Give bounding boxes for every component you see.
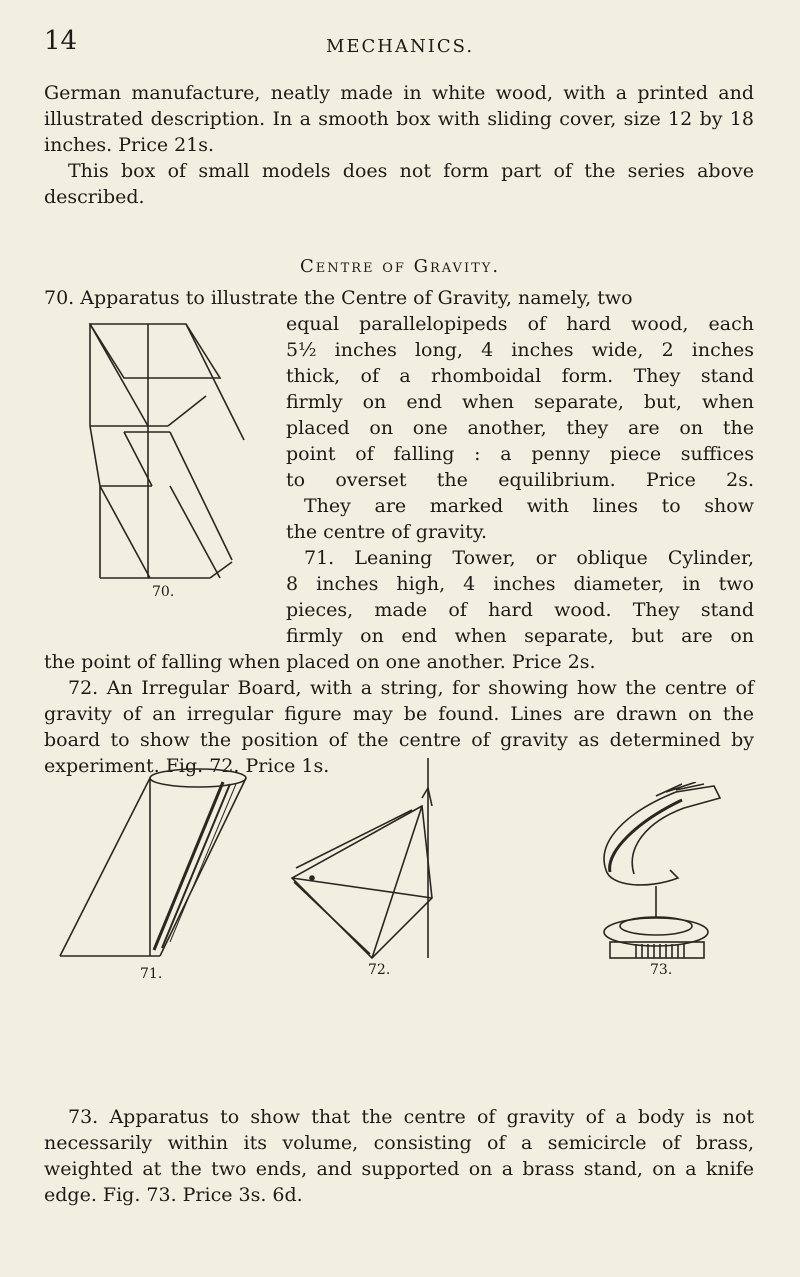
- figure-70-drawing: [60, 316, 292, 584]
- figure-70-parallelopipeds: [60, 316, 292, 600]
- item-70-line: to overset the equilibrium. Price 2s.: [286, 469, 754, 491]
- figure-73-drawing: [586, 782, 736, 968]
- item-70-wrapped-text: [286, 311, 754, 649]
- item-71-line: firmly on end when separate, but are on: [286, 625, 754, 647]
- item-71-last-line: the point of falling when placed on one another. Price 2s.: [44, 651, 596, 673]
- figure-72-label: 72.: [368, 962, 391, 978]
- item-70-line: the centre of gravity.: [286, 521, 488, 543]
- item-70-line: placed on one another, they are on the: [286, 417, 754, 439]
- figure-72-drawing: [282, 758, 482, 968]
- running-title: MECHANICS.: [325, 36, 475, 57]
- figure-72-irregular-board: [282, 758, 482, 978]
- figure-70-label: 70.: [152, 584, 175, 600]
- page-header: [0, 14, 800, 57]
- intro-paragraph-2: This box of small models does not form part of the series above described.: [44, 160, 754, 208]
- item-70-first-line: 70. Apparatus to illustrate the Centre of Gravity, namely, two: [44, 287, 633, 309]
- figure-71-leaning-tower: [58, 762, 248, 982]
- section-heading: Centre of Gravity.: [299, 256, 501, 277]
- figure-73-brass-semicircle: [586, 782, 736, 978]
- figure-71-label: 71.: [140, 966, 163, 982]
- item-70-line: equal parallelopipeds of hard wood, each: [286, 313, 754, 335]
- item-72-paragraph: 72. An Irregular Board, with a string, for showing how the centre of gravity of an irregular figure may be found. Lines are drawn on the board to show the position of the centre of gravity as determined by experiment. Fig. 72. Price 1s.: [44, 677, 754, 777]
- item-70-line: They are marked with lines to show: [304, 495, 754, 517]
- item-71-line: 8 inches high, 4 inches diameter, in two: [286, 573, 754, 595]
- intro-paragraph-1: German manufacture, neatly made in white wood, with a printed and illustrated description. In a smooth box with sliding cover, size 12 by 18 inches. Price 21s.: [44, 82, 754, 156]
- item-70-line: firmly on end when separate, but, when: [286, 391, 754, 413]
- intro-section: [44, 80, 754, 210]
- item-70-line: point of falling : a penny piece suffices: [286, 443, 754, 465]
- item-71-line: 71. Leaning Tower, or oblique Cylinder,: [304, 547, 754, 569]
- figure-73-label: 73.: [650, 962, 673, 978]
- item-70-line: thick, of a rhomboidal form. They stand: [286, 365, 754, 387]
- item-73-paragraph: 73. Apparatus to show that the centre of gravity of a body is not necessarily within its volume, consisting of a semicircle of brass, weighted at the two ends, and supported on a brass stand, on a knife edge. Fig. 73. Price 3s. 6d.: [44, 1106, 754, 1206]
- figure-71-drawing: [58, 762, 248, 962]
- item-73-text: [44, 1104, 754, 1208]
- item-70-line: 5½ inches long, 4 inches wide, 2 inches: [286, 339, 754, 361]
- item-71-line: pieces, made of hard wood. They stand: [286, 599, 754, 621]
- page-number: 14: [44, 26, 78, 56]
